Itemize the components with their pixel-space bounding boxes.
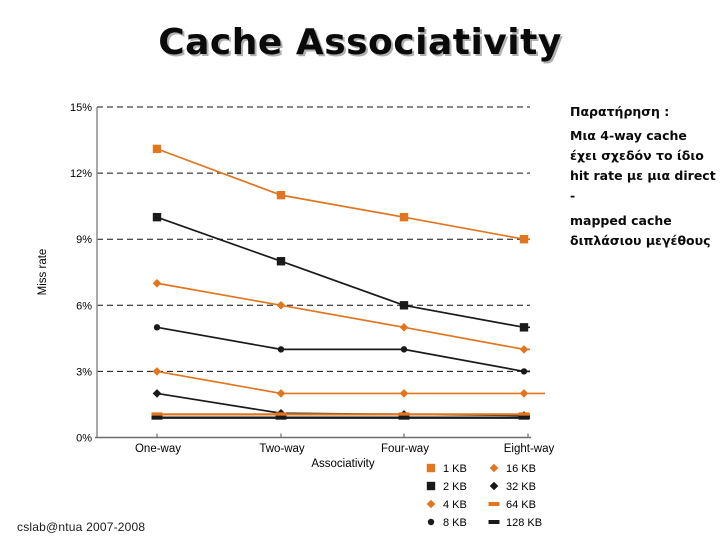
legend-item-8-kb <box>428 517 467 529</box>
svg-text:One-way: One-way <box>134 443 182 455</box>
svg-text:Four-way: Four-way <box>381 443 429 455</box>
annotation-line: mapped cache <box>570 213 672 228</box>
observation-note <box>570 102 720 251</box>
svg-text:2 KB: 2 KB <box>443 481 467 493</box>
annotation-line: Μια 4-way cache <box>570 128 687 143</box>
legend-item-64-kb <box>489 499 536 511</box>
svg-text:Eight-way: Eight-way <box>503 443 555 455</box>
svg-text:8 KB: 8 KB <box>443 517 467 529</box>
series-8-kb <box>154 324 530 374</box>
miss-rate-chart-svg <box>30 95 556 535</box>
footer-credit: cslab@ntua 2007-2008 <box>17 520 146 534</box>
annotation-line: - <box>570 188 576 203</box>
svg-text:6%: 6% <box>76 300 92 313</box>
x-axis-title: Associativity <box>311 458 375 470</box>
legend <box>427 463 542 529</box>
legend-item-16-kb <box>490 463 536 475</box>
annotation-line: Παρατήρηση : <box>570 104 670 119</box>
svg-text:64 KB: 64 KB <box>506 499 536 511</box>
x-axis-labels <box>135 443 555 455</box>
y-axis-title: Miss rate <box>37 248 49 296</box>
series-128-kb <box>152 416 531 420</box>
svg-text:16 KB: 16 KB <box>506 463 536 475</box>
series-4-kb <box>153 279 530 354</box>
annotation-line: διπλάσιου μεγέθους <box>570 233 711 248</box>
slide-title: Cache Associativity <box>158 22 562 63</box>
svg-text:Two-way: Two-way <box>259 443 305 455</box>
series-1-kb <box>153 145 530 244</box>
svg-text:12%: 12% <box>69 168 92 181</box>
svg-text:0%: 0% <box>76 432 92 445</box>
y-axis-labels <box>70 102 92 445</box>
svg-text:4 KB: 4 KB <box>443 499 467 511</box>
legend-item-128-kb <box>489 517 543 529</box>
svg-text:3%: 3% <box>76 366 92 379</box>
gridlines <box>97 107 530 371</box>
legend-item-4-kb <box>427 499 467 511</box>
miss-rate-chart <box>30 95 556 535</box>
annotation-line: hit rate με μια direct <box>570 168 716 183</box>
svg-text:9%: 9% <box>76 234 92 247</box>
legend-item-1-kb <box>427 463 467 475</box>
svg-text:32 KB: 32 KB <box>506 481 536 493</box>
annotation-line: έχει σχεδόν το ίδιο <box>570 148 704 163</box>
svg-text:1 KB: 1 KB <box>443 463 467 475</box>
legend-item-32-kb <box>490 481 536 493</box>
svg-text:128 KB: 128 KB <box>506 517 543 529</box>
legend-item-2-kb <box>427 481 467 493</box>
svg-text:15%: 15% <box>69 102 92 114</box>
